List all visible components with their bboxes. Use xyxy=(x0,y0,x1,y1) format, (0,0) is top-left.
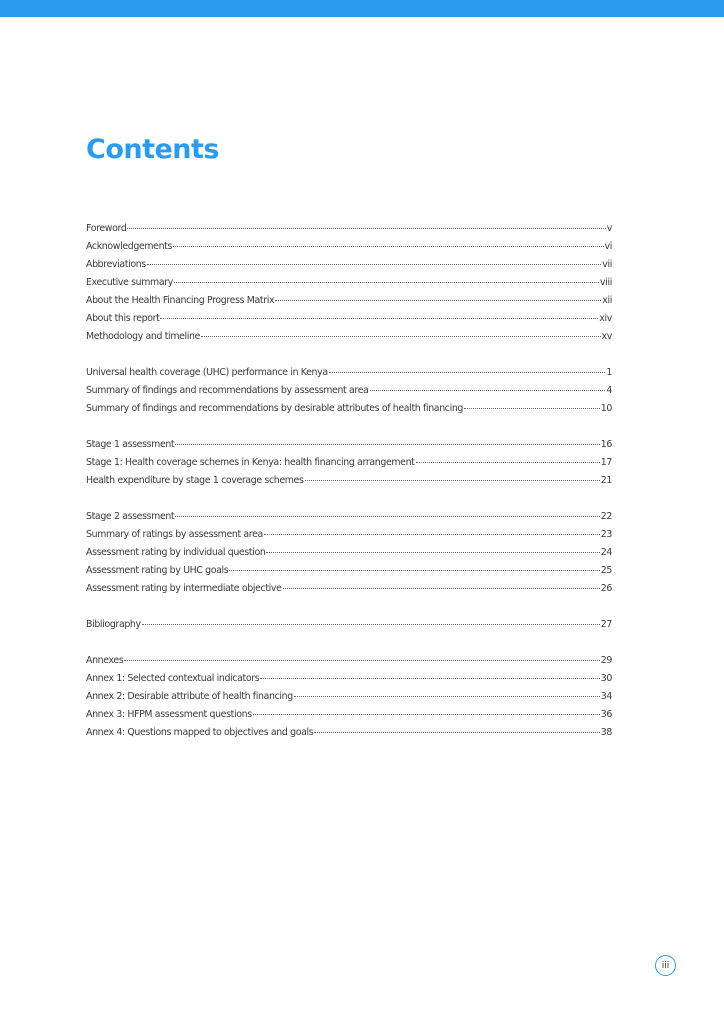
toc-dot-leader xyxy=(229,570,599,571)
toc-dot-leader xyxy=(370,390,606,391)
toc-group xyxy=(86,220,612,346)
toc-entry-page: 27 xyxy=(600,619,612,630)
toc-entry-label: Annexes xyxy=(86,655,124,666)
toc-dot-leader xyxy=(275,300,601,301)
toc-entry[interactable] xyxy=(86,238,612,256)
toc-entry[interactable] xyxy=(86,508,612,526)
toc-entry-label: Stage 1: Health coverage schemes in Kenya: health financing arrangement xyxy=(86,457,415,468)
toc-entry-page: 23 xyxy=(600,529,612,540)
toc-entry[interactable] xyxy=(86,616,612,634)
toc-entry[interactable] xyxy=(86,256,612,274)
toc-dot-leader xyxy=(124,660,599,661)
toc-entry[interactable] xyxy=(86,274,612,292)
toc-dot-leader xyxy=(416,462,600,463)
toc-entry-label: Annex 1: Selected contextual indicators xyxy=(86,673,260,684)
toc-entry[interactable] xyxy=(86,688,612,706)
toc-entry-page: vi xyxy=(604,241,612,252)
toc-dot-leader xyxy=(174,282,599,283)
toc-entry-page: viii xyxy=(600,277,612,288)
toc-entry-page: 10 xyxy=(600,403,612,414)
toc-entry[interactable] xyxy=(86,562,612,580)
toc-entry[interactable] xyxy=(86,382,612,400)
toc-entry-label: Foreword xyxy=(86,223,127,234)
toc-entry-page: 30 xyxy=(600,673,612,684)
toc-entry-page: 21 xyxy=(600,475,612,486)
toc-entry-label: Universal health coverage (UHC) performance in Kenya xyxy=(86,367,328,378)
toc-entry-label: Executive summary xyxy=(86,277,173,288)
toc-entry-label: Annex 3: HFPM assessment questions xyxy=(86,709,252,720)
toc-entry-page: v xyxy=(606,223,612,234)
toc-group xyxy=(86,364,612,418)
table-of-contents xyxy=(86,220,612,760)
toc-dot-leader xyxy=(305,480,600,481)
toc-entry-label: Summary of ratings by assessment area xyxy=(86,529,263,540)
toc-dot-leader xyxy=(160,318,598,319)
top-accent-bar xyxy=(0,0,724,17)
toc-dot-leader xyxy=(464,408,600,409)
toc-entry[interactable] xyxy=(86,328,612,346)
toc-dot-leader xyxy=(147,264,601,265)
toc-entry-label: Bibliography xyxy=(86,619,141,630)
toc-entry-label: Stage 1 assessment xyxy=(86,439,175,450)
toc-entry[interactable] xyxy=(86,472,612,490)
toc-entry-page: 4 xyxy=(606,385,612,396)
toc-entry[interactable] xyxy=(86,544,612,562)
page-title: Contents xyxy=(86,134,220,165)
toc-entry-page: xiv xyxy=(599,313,612,324)
toc-dot-leader xyxy=(329,372,606,373)
toc-entry-page: 22 xyxy=(600,511,612,522)
toc-dot-leader xyxy=(294,696,600,697)
toc-dot-leader xyxy=(127,228,605,229)
toc-entry[interactable] xyxy=(86,220,612,238)
toc-entry-label: About the Health Financing Progress Matrix xyxy=(86,295,275,306)
toc-entry-label: Summary of findings and recommendations by assessment area xyxy=(86,385,369,396)
toc-entry-label: Acknowledgements xyxy=(86,241,173,252)
toc-entry-page: 17 xyxy=(600,457,612,468)
toc-dot-leader xyxy=(201,336,601,337)
toc-entry[interactable] xyxy=(86,310,612,328)
toc-entry[interactable] xyxy=(86,400,612,418)
toc-entry[interactable] xyxy=(86,364,612,382)
toc-entry-page: 34 xyxy=(600,691,612,702)
toc-entry-label: About this report xyxy=(86,313,160,324)
toc-entry-page: vii xyxy=(602,259,612,270)
toc-entry-label: Assessment rating by intermediate objective xyxy=(86,583,282,594)
toc-entry-label: Summary of findings and recommendations by desirable attributes of health financing xyxy=(86,403,464,414)
toc-entry-page: xii xyxy=(602,295,612,306)
toc-group xyxy=(86,652,612,742)
toc-entry-page: 24 xyxy=(600,547,612,558)
toc-group xyxy=(86,436,612,490)
toc-entry[interactable] xyxy=(86,436,612,454)
toc-entry-page: 36 xyxy=(600,709,612,720)
toc-dot-leader xyxy=(264,534,600,535)
toc-entry[interactable] xyxy=(86,652,612,670)
toc-entry-page: 25 xyxy=(600,565,612,576)
toc-dot-leader xyxy=(283,588,600,589)
toc-entry[interactable] xyxy=(86,580,612,598)
toc-dot-leader xyxy=(314,732,600,733)
toc-entry-label: Annex 4: Questions mapped to objectives and goals xyxy=(86,727,314,738)
toc-dot-leader xyxy=(266,552,599,553)
toc-entry[interactable] xyxy=(86,706,612,724)
toc-entry-page: 26 xyxy=(600,583,612,594)
toc-dot-leader xyxy=(175,516,599,517)
toc-group xyxy=(86,616,612,634)
toc-entry-page: 38 xyxy=(600,727,612,738)
toc-dot-leader xyxy=(142,624,600,625)
toc-entry[interactable] xyxy=(86,724,612,742)
toc-dot-leader xyxy=(173,246,604,247)
toc-entry-page: 1 xyxy=(606,367,612,378)
toc-dot-leader xyxy=(260,678,600,679)
toc-entry-label: Assessment rating by UHC goals xyxy=(86,565,229,576)
toc-entry[interactable] xyxy=(86,670,612,688)
toc-entry-label: Stage 2 assessment xyxy=(86,511,175,522)
toc-dot-leader xyxy=(253,714,600,715)
toc-group xyxy=(86,508,612,598)
toc-entry-label: Assessment rating by individual question xyxy=(86,547,266,558)
toc-entry-label: Annex 2: Desirable attribute of health financing xyxy=(86,691,293,702)
toc-entry[interactable] xyxy=(86,454,612,472)
toc-dot-leader xyxy=(175,444,599,445)
page-number-badge: iii xyxy=(655,955,676,976)
toc-entry-page: 29 xyxy=(600,655,612,666)
toc-entry-page: xv xyxy=(601,331,612,342)
toc-entry-page: 16 xyxy=(600,439,612,450)
toc-entry-label: Health expenditure by stage 1 coverage schemes xyxy=(86,475,304,486)
toc-entry-label: Abbreviations xyxy=(86,259,146,270)
toc-entry-label: Methodology and timeline xyxy=(86,331,201,342)
toc-entry[interactable] xyxy=(86,292,612,310)
toc-entry[interactable] xyxy=(86,526,612,544)
